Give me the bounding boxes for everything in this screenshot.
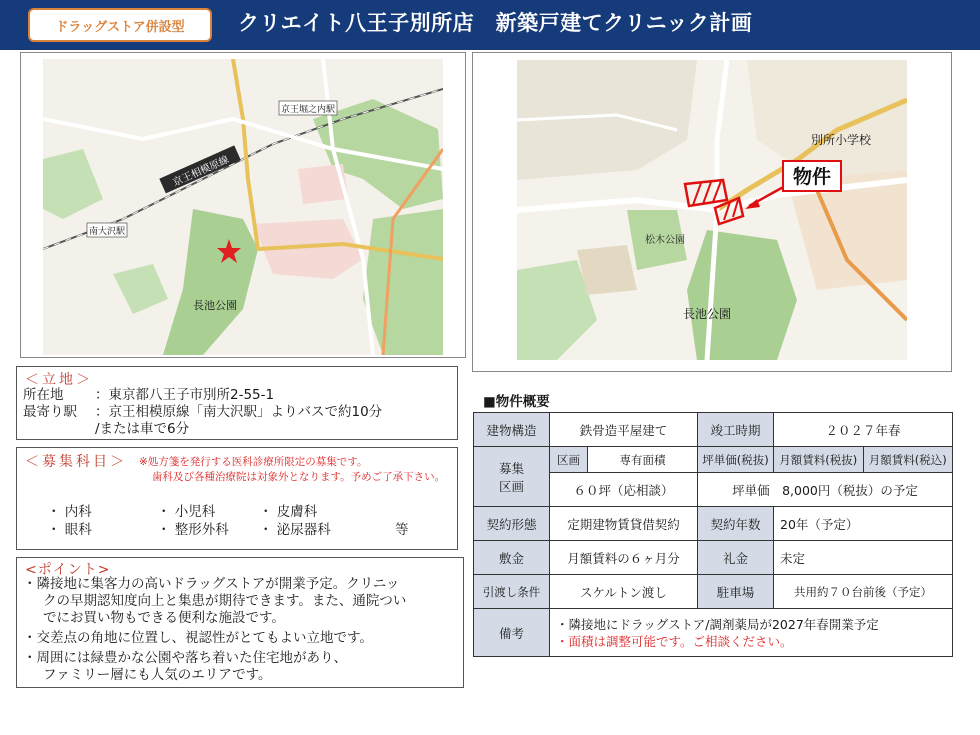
recruit-heading: ＜募集科目＞ bbox=[25, 454, 127, 470]
table-row bbox=[474, 413, 953, 447]
table-subheader-cell: 区画 bbox=[550, 447, 588, 473]
table-cell: ６０坪（応相談） bbox=[550, 473, 698, 507]
location-box bbox=[16, 366, 458, 440]
subject-item: ・ 泌尿器科 bbox=[259, 522, 331, 538]
area-map bbox=[20, 52, 466, 358]
table-header-cell: 建物構造 bbox=[474, 413, 550, 447]
subject-item: ・ 小児科 bbox=[157, 504, 216, 520]
recruit-note-2: 歯科及び各種治療院は対象外となります。予めご了承下さい。 bbox=[152, 471, 446, 483]
table-subheader-cell: 坪単価(税抜) bbox=[698, 447, 774, 473]
table-row bbox=[474, 575, 953, 609]
small-park-label: 松木公園 bbox=[645, 235, 685, 246]
table-subheader-cell: 月額賃料(税込) bbox=[863, 447, 953, 473]
station-label: 最寄り駅 bbox=[23, 404, 77, 420]
table-header-cell: 備考 bbox=[474, 609, 550, 657]
table-header-cell: 駐車場 bbox=[698, 575, 774, 609]
property-label: 物件 bbox=[792, 166, 832, 188]
address-value: ：東京都八王子市別所2-55-1 bbox=[95, 387, 275, 403]
station-label-minami: 南大沢駅 bbox=[88, 227, 126, 237]
table-header-cell: 敷金 bbox=[474, 541, 550, 575]
subject-item: ・ 整形外科 bbox=[157, 522, 229, 538]
table-cell: 月額賃料の６ヶ月分 bbox=[550, 541, 698, 575]
subject-item: ・ 皮膚科 bbox=[259, 504, 318, 520]
table-row bbox=[474, 609, 953, 657]
school-label: 別所小学校 bbox=[811, 133, 872, 147]
points-heading: <ポイント> bbox=[25, 562, 111, 578]
station-value: ：京王相模原線「南大沢駅」よりバスで約10分 bbox=[95, 404, 383, 420]
table-header-cell: 契約形態 bbox=[474, 507, 550, 541]
location-heading: ＜立地＞ bbox=[25, 372, 93, 388]
table-header-cell: 募集 区画 bbox=[474, 447, 550, 507]
station-label-keio: 京王堀之内駅 bbox=[280, 105, 336, 115]
table-header-cell: 引渡し条件 bbox=[474, 575, 550, 609]
address-label: 所在地 bbox=[23, 387, 64, 403]
table-cell: 共用約７０台前後（予定） bbox=[774, 575, 953, 609]
station-value-2: /または車で6分 bbox=[95, 421, 190, 437]
area-map-graphic bbox=[43, 59, 443, 355]
detail-map bbox=[472, 52, 952, 372]
page-title: クリエイト八王子別所店 新築戸建てクリニック計画 bbox=[238, 11, 753, 35]
remarks-cell bbox=[550, 609, 953, 657]
header-bar bbox=[0, 0, 980, 50]
recruit-box bbox=[16, 447, 458, 550]
table-cell: ２０２７年春 bbox=[774, 413, 953, 447]
table-header-cell: 礼金 bbox=[698, 541, 774, 575]
subject-item: ・ 内科 bbox=[47, 504, 92, 520]
table-row bbox=[474, 541, 953, 575]
recruit-note-1: ※処方箋を発行する医科診療所限定の募集です。 bbox=[139, 456, 368, 468]
table-cell: スケルトン渡し bbox=[550, 575, 698, 609]
point-line: ・周囲には緑豊かな公園や落ち着いた住宅地があり、 bbox=[23, 650, 347, 666]
table-cell: 未定 bbox=[774, 541, 953, 575]
subject-etc: 等 bbox=[395, 522, 409, 538]
overview-table bbox=[473, 412, 953, 657]
category-tag: ドラッグストア併設型 bbox=[28, 8, 212, 42]
point-line: ファミリー層にも人気のエリアです。 bbox=[43, 667, 272, 683]
point-line: ・交差点の角地に位置し、視認性がとてもよい立地です。 bbox=[23, 630, 373, 646]
table-row bbox=[474, 447, 953, 473]
park-label-detail: 長池公園 bbox=[683, 307, 732, 321]
points-box bbox=[16, 557, 464, 688]
table-cell: 鉄骨造平屋建て bbox=[550, 413, 698, 447]
table-cell: 坪単価 8,000円（税抜）の予定 bbox=[698, 473, 953, 507]
point-line: クの早期認知度向上と集患が期待できます。また、通院つい bbox=[43, 593, 407, 609]
table-subheader-cell: 月額賃料(税抜) bbox=[774, 447, 864, 473]
table-subheader-cell: 専有面積 bbox=[588, 447, 698, 473]
table-header-cell: 契約年数 bbox=[698, 507, 774, 541]
park-label: 長池公園 bbox=[193, 299, 237, 312]
subject-item: ・ 眼科 bbox=[47, 522, 92, 538]
railway-label: 京王相模原線 bbox=[171, 154, 231, 189]
detail-map-graphic bbox=[517, 60, 907, 360]
table-header-cell: 竣工時期 bbox=[698, 413, 774, 447]
table-row bbox=[474, 507, 953, 541]
table-cell: 20年（予定） bbox=[774, 507, 953, 541]
point-line: ・隣接地に集客力の高いドラッグストアが開業予定。クリニッ bbox=[23, 576, 400, 592]
remarks-line: ・隣接地にドラッグストア/調剤薬局が2027年春開業予定 bbox=[556, 616, 879, 632]
overview-title: ■物件概要 bbox=[483, 394, 550, 410]
point-line: でにお買い物もできる便利な施設です。 bbox=[43, 610, 285, 626]
remarks-line-highlight: ・面積は調整可能です。ご相談ください。 bbox=[556, 633, 793, 649]
table-cell: 定期建物賃貸借契約 bbox=[550, 507, 698, 541]
